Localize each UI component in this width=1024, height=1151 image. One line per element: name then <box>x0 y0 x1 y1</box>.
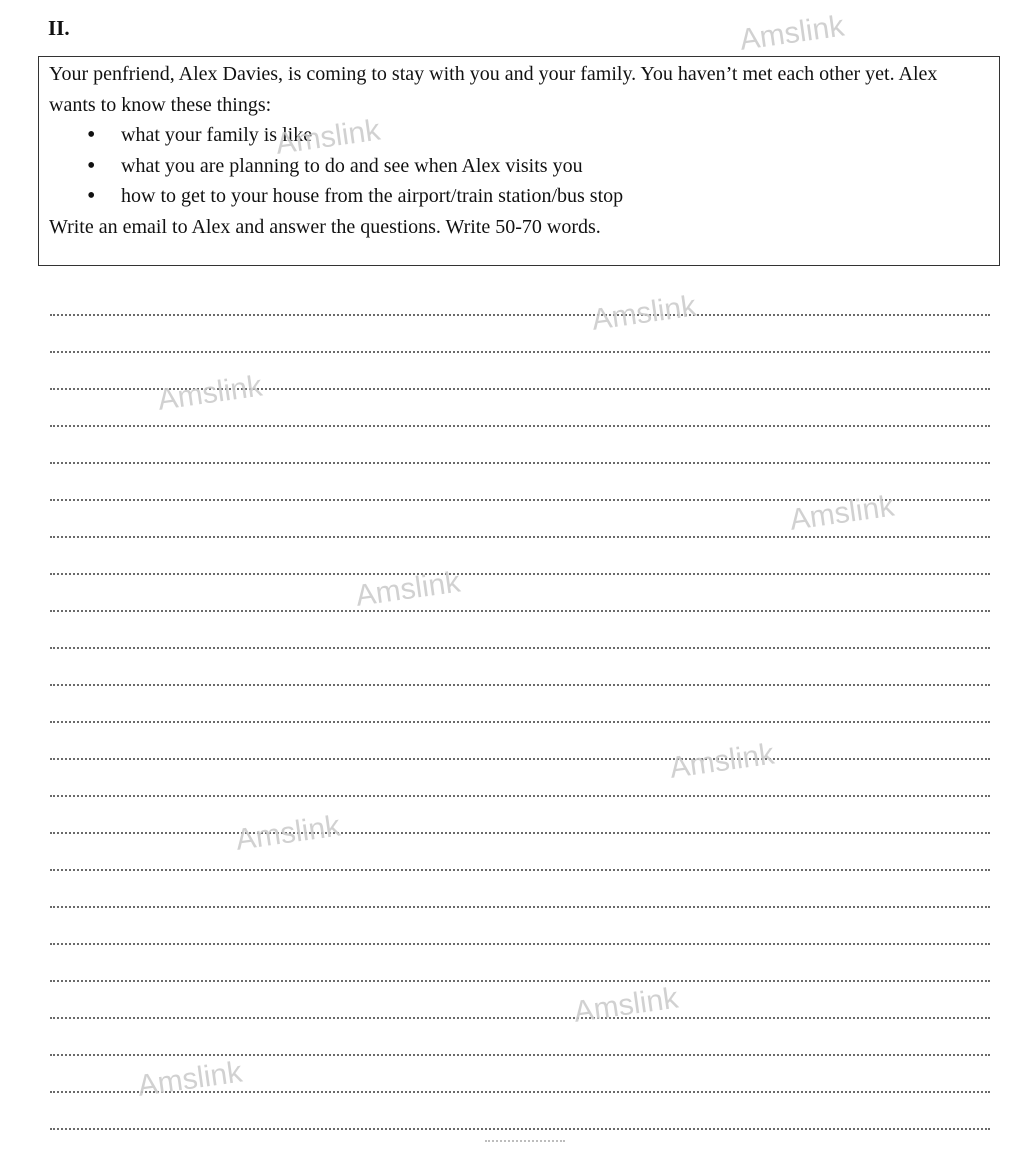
watermark: Amslink <box>589 289 699 337</box>
answer-line[interactable] <box>50 795 990 797</box>
answer-line[interactable] <box>50 425 990 427</box>
answer-line[interactable] <box>50 943 990 945</box>
watermark: Amslink <box>737 9 847 57</box>
answer-line[interactable] <box>50 1017 990 1019</box>
answer-line[interactable] <box>50 536 990 538</box>
answer-line[interactable] <box>50 684 990 686</box>
watermark: Amslink <box>233 809 343 857</box>
bullet-directions: • how to get to your house from the airport/train station/bus stop <box>87 181 989 212</box>
watermark: Amslink <box>571 981 681 1029</box>
watermark: Amslink <box>273 113 383 161</box>
bullet-plans: • what you are planning to do and see when Alex visits you <box>87 151 989 182</box>
answer-line[interactable] <box>50 1091 990 1093</box>
answer-line[interactable] <box>50 610 990 612</box>
answer-line[interactable] <box>50 573 990 575</box>
page-footer-mark <box>485 1140 565 1150</box>
watermark: Amslink <box>353 565 463 613</box>
answer-line[interactable] <box>50 1128 990 1130</box>
answer-line[interactable] <box>50 758 990 760</box>
watermark: Amslink <box>155 369 265 417</box>
answer-line[interactable] <box>50 499 990 501</box>
watermark: Amslink <box>667 737 777 785</box>
answer-line[interactable] <box>50 1054 990 1056</box>
task-instruction: Write an email to Alex and answer the questions. Write 50-70 words. <box>49 215 601 238</box>
answer-line[interactable] <box>50 906 990 908</box>
watermark: Amslink <box>135 1055 245 1103</box>
answer-line[interactable] <box>50 388 990 390</box>
answer-line[interactable] <box>50 721 990 723</box>
answer-line[interactable] <box>50 314 990 316</box>
section-number: II. <box>48 16 70 40</box>
answer-line[interactable] <box>50 351 990 353</box>
answer-line[interactable] <box>50 832 990 834</box>
task-intro: Your penfriend, Alex Davies, is coming to stay with you and your family. You haven’t met each other yet. Alex wants to know these things: <box>49 63 938 116</box>
watermark: Amslink <box>787 489 897 537</box>
answer-area[interactable] <box>50 0 990 1151</box>
answer-line[interactable] <box>50 980 990 982</box>
answer-line[interactable] <box>50 462 990 464</box>
answer-line[interactable] <box>50 869 990 871</box>
bullet-family: • what your family is like <box>87 120 989 151</box>
answer-line[interactable] <box>50 647 990 649</box>
